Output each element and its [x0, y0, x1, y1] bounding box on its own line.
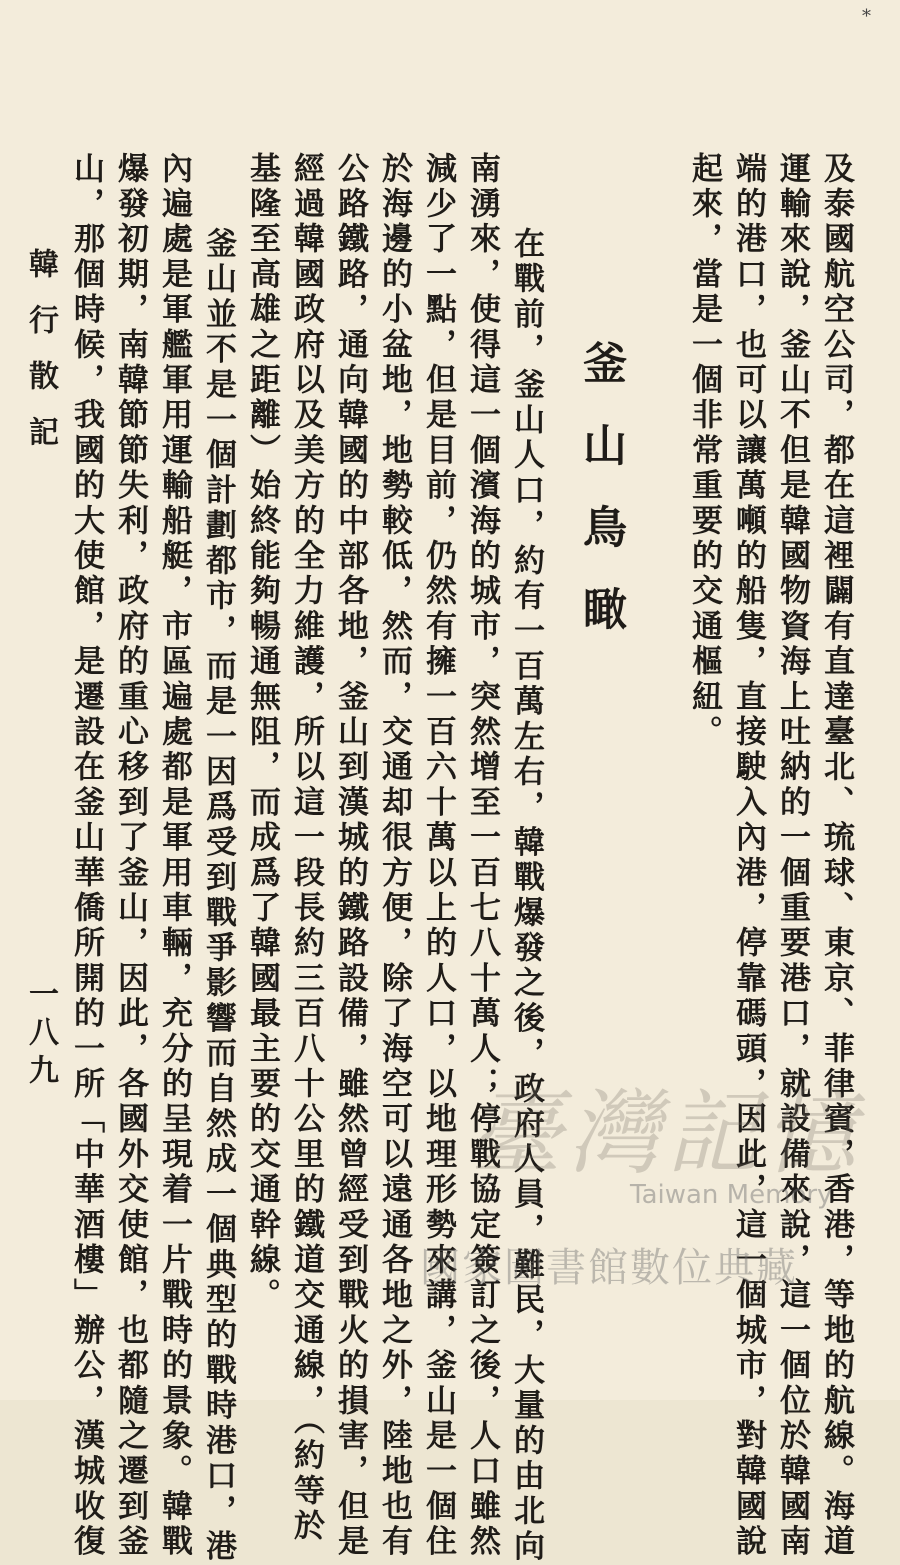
watermark-chinese: 臺灣記憶 [470, 1080, 863, 1187]
text-column-2: 運輸來說，釜山不但是韓國物資海上吐納的一個重要港口，就設備來說，這一個位於韓國南 [774, 152, 810, 1560]
section-title: 釜山鳥瞰 [575, 340, 626, 668]
text-column-6: 南湧來，使得這一個濱海的城市，突然增至一百七八十萬人；停戰協定簽訂之後，人口雖然 [464, 152, 500, 1560]
text-column-9: 公路鐵路，通向韓國的中部各地，釜山到漢城的鐵路設備，雖然曾經受到戰火的損害，但是 [332, 152, 368, 1560]
watermark-subtitle: 國家圖書館數位典藏 [420, 1245, 798, 1291]
watermark-english: Taiwan Memory [630, 1180, 833, 1210]
page-number: 一八九 [23, 978, 58, 1092]
text-column-10: 經過韓國政府以及美方的全力維護，所以這一段長約三百八十公里的鐵道交通線，（約等於 [288, 152, 324, 1545]
text-column-8: 於海邊的小盆地，地勢較低，然而，交通却很方便，除了海空可以遠通各地之外，陸地也有 [376, 152, 412, 1560]
corner-mark: * [862, 6, 871, 27]
running-header: 韓行散記 [23, 248, 58, 472]
text-column-5: 在戰前，釜山人口，約有一百萬左右，韓戰爆發之後，政府人員，難民，大量的由北向 [508, 192, 544, 1565]
text-column-12: 釜山並不是一個計劃都市，而是一因爲受到戰爭影響而自然成一個典型的戰時港口，港 [200, 192, 236, 1565]
text-column-1: 及泰國航空公司，都在這裡闢有直達臺北、琉球、東京、菲律賓，香港，等地的航線。海道 [818, 152, 854, 1560]
text-column-3: 端的港口，也可以讓萬噸的船隻，直接駛入內港，停靠碼頭，因此，這一個城市，對韓國說 [730, 152, 766, 1560]
text-column-14: 爆發初期，南韓節節失利，政府的重心移到了釜山，因此，各國外交使館，也都隨之遷到釜 [112, 152, 148, 1560]
text-column-4: 起來，當是一個非常重要的交通樞紐。 [686, 152, 722, 751]
text-column-15: 山，那個時候，我國的大使館，是遷設在釜山華僑所開的一所「中華酒樓」辦公，漢城收復 [68, 152, 104, 1560]
text-column-7: 減少了一點，但是目前，仍然有擁一百六十萬以上的人口，以地理形勢來講，釜山是一個住 [420, 152, 456, 1560]
text-column-11: 基隆至高雄之距離）始終能夠暢通無阻，而成爲了韓國最主要的交通幹線。 [244, 152, 280, 1314]
text-column-13: 內遍處是軍艦軍用運輸船艇，市區遍處都是軍用車輛，充分的呈現着一片戰時的景象。韓戰 [156, 152, 192, 1560]
